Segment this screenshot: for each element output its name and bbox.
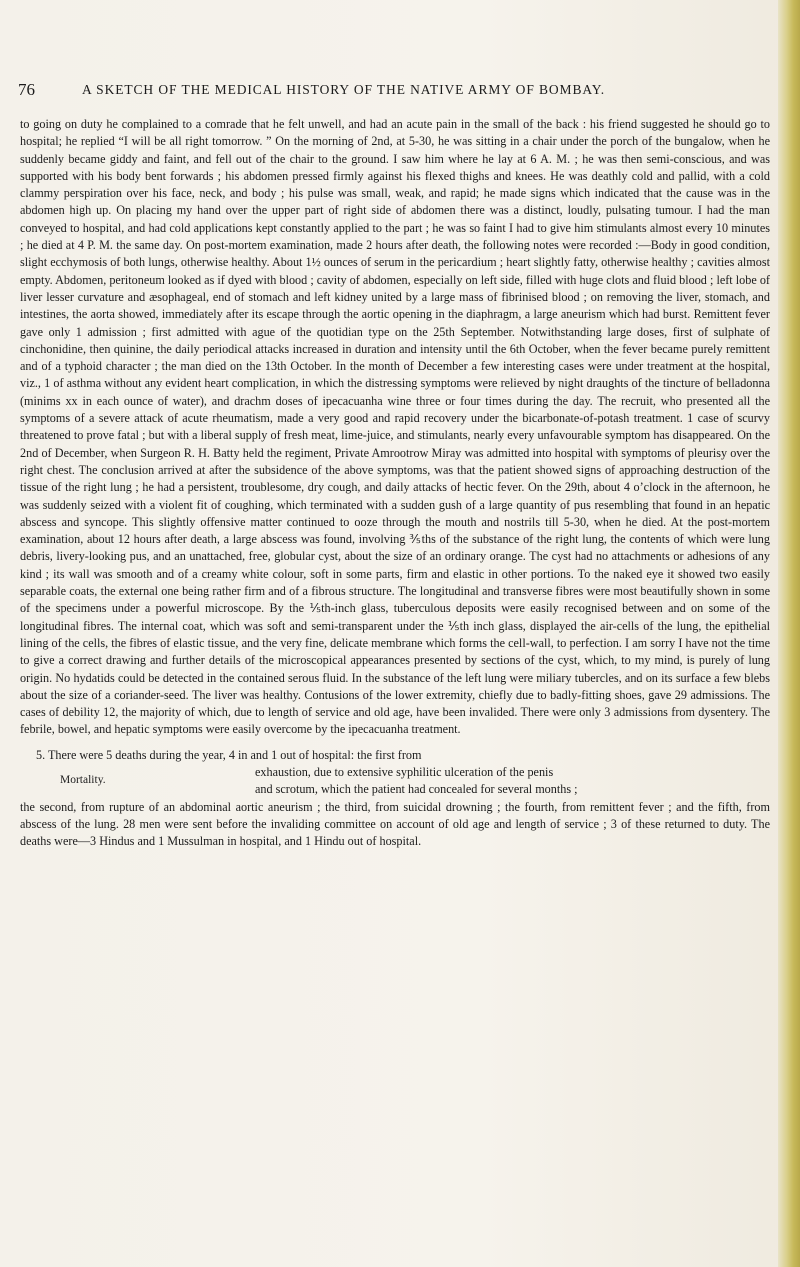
page-header	[18, 80, 778, 102]
section-rest: the second, from rupture of an abdominal aortic aneurism ; the third, from suicidal drowning ; the fourth, from remittent fever ; and the fifth, from abscess of the lung. 28 men were sent before the invaliding committee on account of old age and length of service ; 3 of these returned to duty. The deaths were—3 Hindus and 1 Mussulman in hospital, and 1 Hindu out of hospital.	[20, 799, 770, 849]
section-number: 5.	[36, 747, 46, 762]
section-line-2: exhaustion, due to extensive syphilitic ulceration of the penis	[255, 764, 554, 779]
side-heading-block	[20, 764, 770, 799]
running-head: A SKETCH OF THE MEDICAL HISTORY OF THE NATIVE ARMY OF BOMBAY.	[82, 82, 605, 97]
indented-lines	[255, 764, 770, 799]
section-line-1: There were 5 deaths during the year, 4 in and 1 out of hospital: the first from	[47, 747, 422, 762]
page-number: 76	[18, 80, 35, 99]
main-paragraph: to going on duty he complained to a comrade that he felt unwell, and had an acute pain in the small of the back : his friend suggested he should go to hospital; he replied “I will be all right tomorrow. ” On the morning of 2nd, at 5-30, he was sitting in a chair under the porch of the bungalow, when he suddenly became giddy and faint, and fell out of the chair to the ground. I saw him where he lay at 6 A. M. ; he was then semi-conscious, and was supported with his body bent forwards ; his abdomen pressed firmly against his flexed thighs and knees. He was deathly cold and pallid, with a cold clammy perspiration over his face, neck, and body ; his pulse was small, weak, and rapid; he made signs which indicated that the cause was in the abdomen high up. On placing my hand over the upper part of right side of abdomen there was a distinct, loudly, pulsating tumour. I had the man conveyed to hospital, and had cold applications kept constantly applied to the part ; he was so faint I had to give him stimulants almost every 10 minutes ; he died at 4 P. M. the same day. On post-mortem examination, made 2 hours after death, the following notes were recorded :—Body in good condition, slight ecchymosis of both lungs, otherwise healthy. About 1½ ounces of serum in the pericardium ; heart slightly fatty, otherwise healthy ; cavities almost empty. Abdomen, peritoneum looked as if dyed with blood ; cavity of abdomen, especially on left side, filled with huge clots and fluid blood ; left lobe of liver lesser curvature and æsophageal, end of stomach and left kidney united by a large mass of fibrinised blood ; on removing the liver, stomach, and intestines, the aorta showed, immediately after its escape through the aortic opening in the diaphragm, a large aneurism which had burst. Remittent fever gave only 1 admission ; first admitted with ague of the quotidian type on the 25th September. Notwithstanding large doses, first of sulphate of cinchonidine, then quinine, the daily periodical attacks increased in duration and intensity until the 6th October, when the fever became purely remittent and of a typhoid character ; the man died on the 13th October. In the month of December a few interesting cases were under treatment at the hospital, viz., 1 of asthma without any evident heart complication, in which the distressing symptoms were relieved by night draughts of the tincture of belladonna (minims xx in each ounce of water), and drachm doses of ipecacuanha wine three or four times during the day. The recruit, who presented all the symptoms of a severe attack of acute rheumatism, made a very good and rapid recovery under the bicarbonate-of-potash treatment. 1 case of scurvy threatened to prove fatal ; but with a liberal supply of fresh meat, lime-juice, and stimulants, nearly every unfavourable symptom has disappeared. On the 2nd of December, when Surgeon R. H. Batty held the regiment, Private Amrootrow Miray was admitted into hospital with symptoms of pleurisy over the right chest. The conclusion arrived at after the subsidence of the above symptoms, was that the patient showed signs of approaching destruction of the tissue of the right lung ; he had a persistent, troublesome, dry cough, and daily attacks of hectic fever. On the 29th, about 4 o’clock in the afternoon, he was suddenly seized with a violent fit of coughing, which terminated with a sudden gush of a large quantity of pus resembling that found in an hepatic abscess and syncope. This slightly offensive matter continued to ooze through the mouth and nostrils till 5-30, when he died. At the post-mortem examination, about 12 hours after death, a large abscess was found, involving ⅗ths of the substance of the right lung, the contents of which were lung debris, livery-looking pus, and an unattached, free, globular cyst, about the size of an ordinary orange. The cyst had no attachments or adhesions of any kind ; its wall was smooth and of a creamy white colour, soft in some parts, firm and elastic in other portions. To the naked eye it showed two easily separable coats, the external one being rather firm and of a fibrous structure. The longitudinal and transverse fibres were most beautifully shown in some of the specimens under a powerful microscope. By the ⅕th-inch glass, tuberculous deposits were easily recognised between and on some of the longitudinal fibres. The internal coat, which was soft and semi-transparent under the ⅕th inch glass, displayed the air-cells of the lung, the epithelial lining of the cells, the fibres of elastic tissue, and the very fine, delicate membrane which forms the cell-wall, to perfection. I am sorry I have not the time to give a correct drawing and further details of the microscopical appearances presented by sections of the cyst, which, to my mind, is purely of lung origin. No hydatids could be detected in the contained serous fluid. In the substance of the left lung were miliary tubercles, and on its surface a few blebs about the size of a coriander-seed. The liver was healthy. Contusions of the lower extremity, chiefly due to badly-fitting shoes, gave 29 admissions. The cases of debility 12, the majority of which, due to length of service and old age, have been invalided. There were only 3 admissions from dysentery. The febrile, bowel, and hepatic symptoms were easily overcome by the ipecacuanha treatment.	[20, 117, 770, 737]
body-text	[20, 116, 770, 850]
section-line-3: and scrotum, which the patient had concealed for several months ;	[255, 782, 578, 797]
side-heading: Mortality.	[60, 773, 106, 786]
page-edge	[778, 0, 800, 1267]
section-mortality	[20, 747, 770, 851]
section-first-line	[20, 747, 770, 764]
